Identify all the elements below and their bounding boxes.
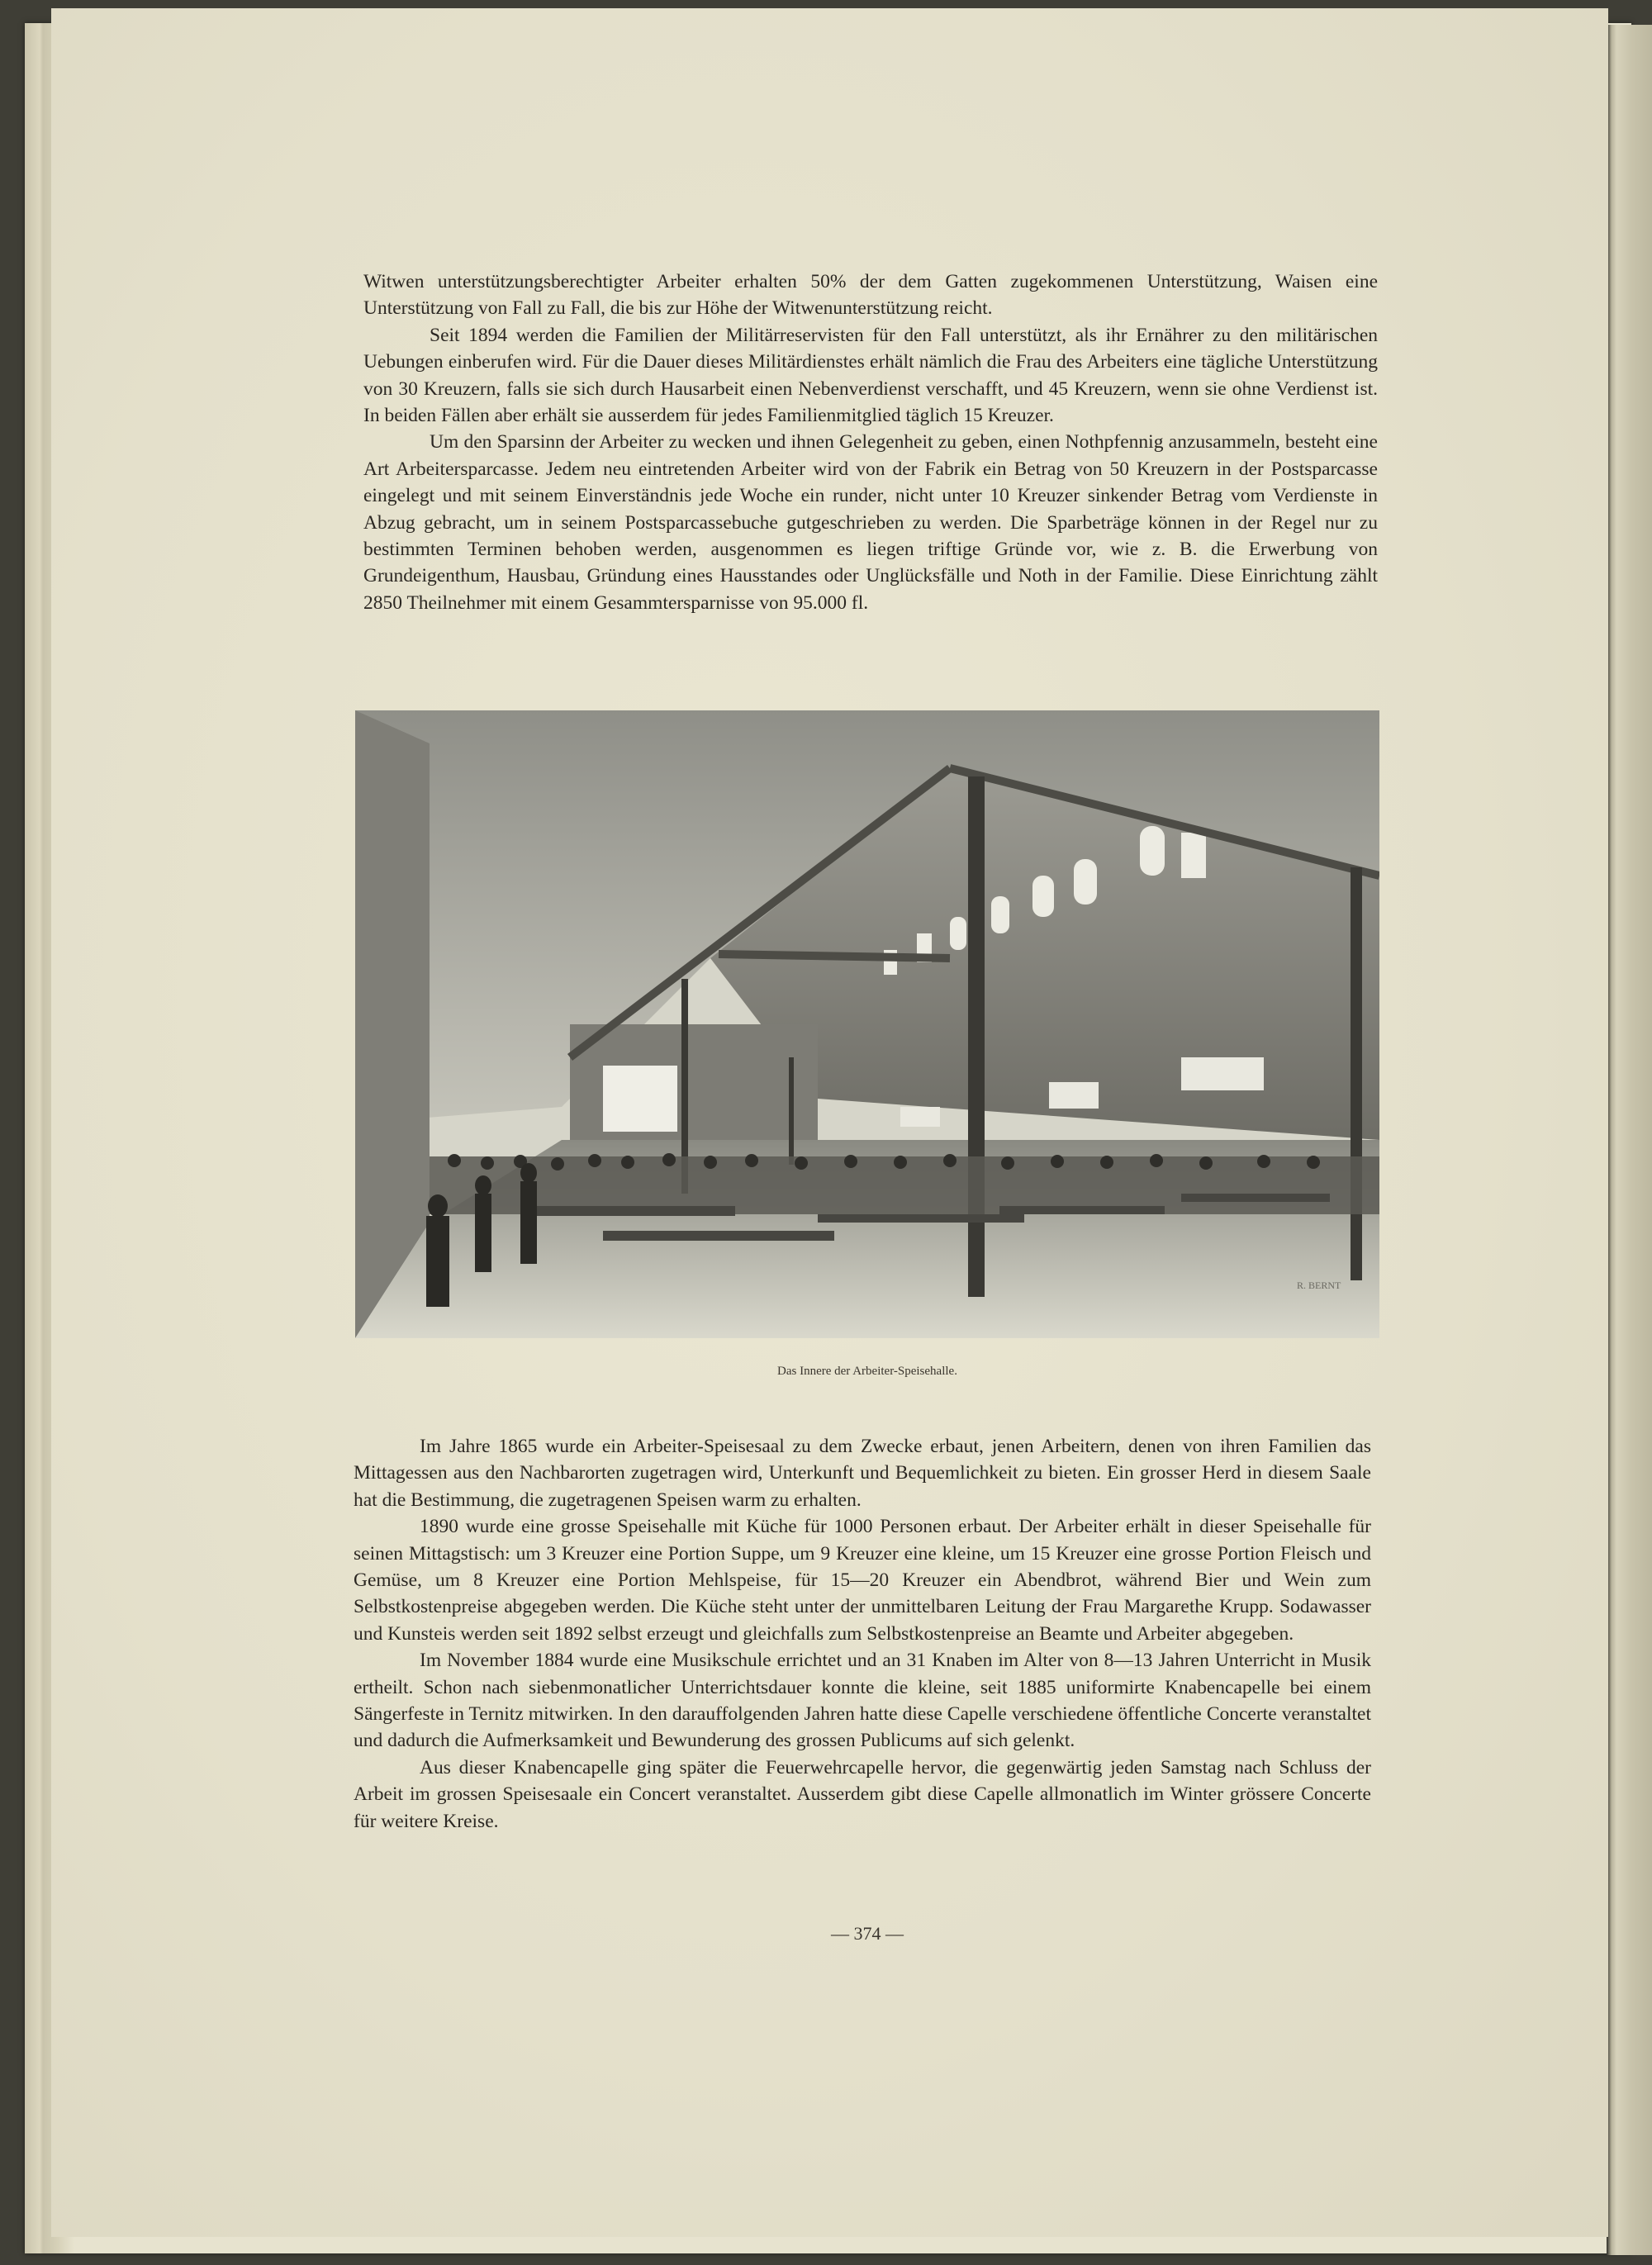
artist-signature: R. BERNT (1297, 1280, 1341, 1291)
page-number: — 374 — (831, 1923, 904, 1944)
figure-caption: Das Innere der Arbeiter-Speisehalle. (777, 1365, 957, 1378)
top-text-block (363, 268, 1378, 616)
facing-page-edge (1607, 25, 1652, 2255)
paragraph-fire-brigade-band: Aus dieser Knabencapelle ging später die Feuerwehrcapelle hervor, die gegenwärtig jeden Samstag nach Schluss der Arbeit im grossen Speisesaale ein Concert veranstaltet. Ausserdem gibt diese Capelle allmonatlich im Winter grössere Concerte für weitere Kreise. (354, 1756, 1371, 1832)
paragraph-savings: Um den Sparsinn der Arbeiter zu wecken und ihnen Gelegenheit zu geben, einen Nothpfennig anzusammeln, besteht eine Art Arbeitersparcasse. Jedem neu eintretenden Arbeiter wird von der Fabrik ein Betrag von 50 Kreuzern in der Postsparcasse eingelegt und mit seinem Einverständnis jede Woche ein runder, nicht unter 10 Kreuzer sinkender Betrag vom Verdienste in Abzug gebracht, um in seinem Postsparcassebuche gutgeschrieben zu werden. Die Sparbeträge können in der Regel nur zu bestimmten Terminen behoben werden, ausgenommen es liegen triftige Gründe vor, wie z. B. die Erwerbung von Grundeigenthum, Hausbau, Gründung eines Hausstandes oder Unglücksfälle und Noth in der Familie. Diese Einrichtung zählt 2850 Theilnehmer mit einem Gesammtersparnisse von 95.000 fl. (363, 431, 1378, 614)
dining-hall-illustration (355, 710, 1379, 1338)
paragraph-dining-room: Im Jahre 1865 wurde ein Arbeiter-Speisesaal zu dem Zwecke erbaut, jenen Arbeitern, denen von ihren Familien das Mittagessen aus den Nachbarorten zugetragen wird, Unterkunft und Bequemlichkeit zu bieten. Ein grosser Herd in diesem Saale hat die Bestimmung, die zugetragenen Speisen warm zu erhalten. (354, 1436, 1371, 1511)
dining-hall-engraving (355, 710, 1379, 1338)
far-doorway (603, 1066, 677, 1132)
paragraph-reservists: Seit 1894 werden die Familien der Militärreservisten für den Fall unterstützt, als ihr Ernährer zu den militärischen Uebungen einberufen wird. Für die Dauer dieses Militärdienstes erhält nämlich die Frau des Arbeiters eine tägliche Unterstützung von 30 Kreuzern, falls sie sich durch Hausarbeit einen Nebenverdienst verschafft, und 45 Kreuzern, wenn sie ohne Verdienst ist. In beiden Fällen aber erhält sie ausserdem für jedes Familienmitglied täglich 15 Kreuzer. (363, 324, 1378, 427)
paragraph-music-school: Im November 1884 wurde eine Musikschule errichtet und an 31 Knaben im Alter von 8—13 Jahren Unterricht in Musik ertheilt. Schon nach siebenmonatlicher Unterrichtsdauer konnte die kleine, seit 1885 uniformirte Knabencapelle bei einem Sängerfeste in Ternitz mitwirken. In den darauffolgenden Jahren hatte diese Capelle verschiedene öffentliche Concerte veranstaltet und dadurch die Aufmerksamkeit und Bewunderung des grossen Publicums auf sich gelenkt. (354, 1650, 1371, 1752)
bottom-text-block (354, 1433, 1371, 1835)
paragraph-dining-hall: 1890 wurde eine grosse Speisehalle mit Küche für 1000 Personen erbaut. Der Arbeiter erhält in dieser Speisehalle für seinen Mittagstisch: um 3 Kreuzer eine Portion Suppe, um 9 Kreuzer eine kleine, um 15 Kreuzer eine grosse Portion Fleisch und Gemüse, um 8 Kreuzer eine Portion Mehlspeise, für 15—20 Kreuzer ein Abendbrot, während Bier und Wein zum Selbstkostenpreise abgegeben werden. Die Küche steht unter der unmittelbaren Leitung der Frau Margarethe Krupp. Sodawasser und Kunsteis werden seit 1892 selbst erzeugt und gleichfalls zum Selbstkostenpreise an Beamte und Arbeiter abgegeben. (354, 1516, 1371, 1645)
paragraph-widows: Witwen unterstützungsberechtigter Arbeiter erhalten 50% der dem Gatten zugekommenen Unterstützung, Waisen eine Unterstützung von Fall zu Fall, die bis zur Höhe der Witwenunterstützung reicht. (363, 271, 1378, 320)
diners-crowd (430, 1153, 1379, 1214)
